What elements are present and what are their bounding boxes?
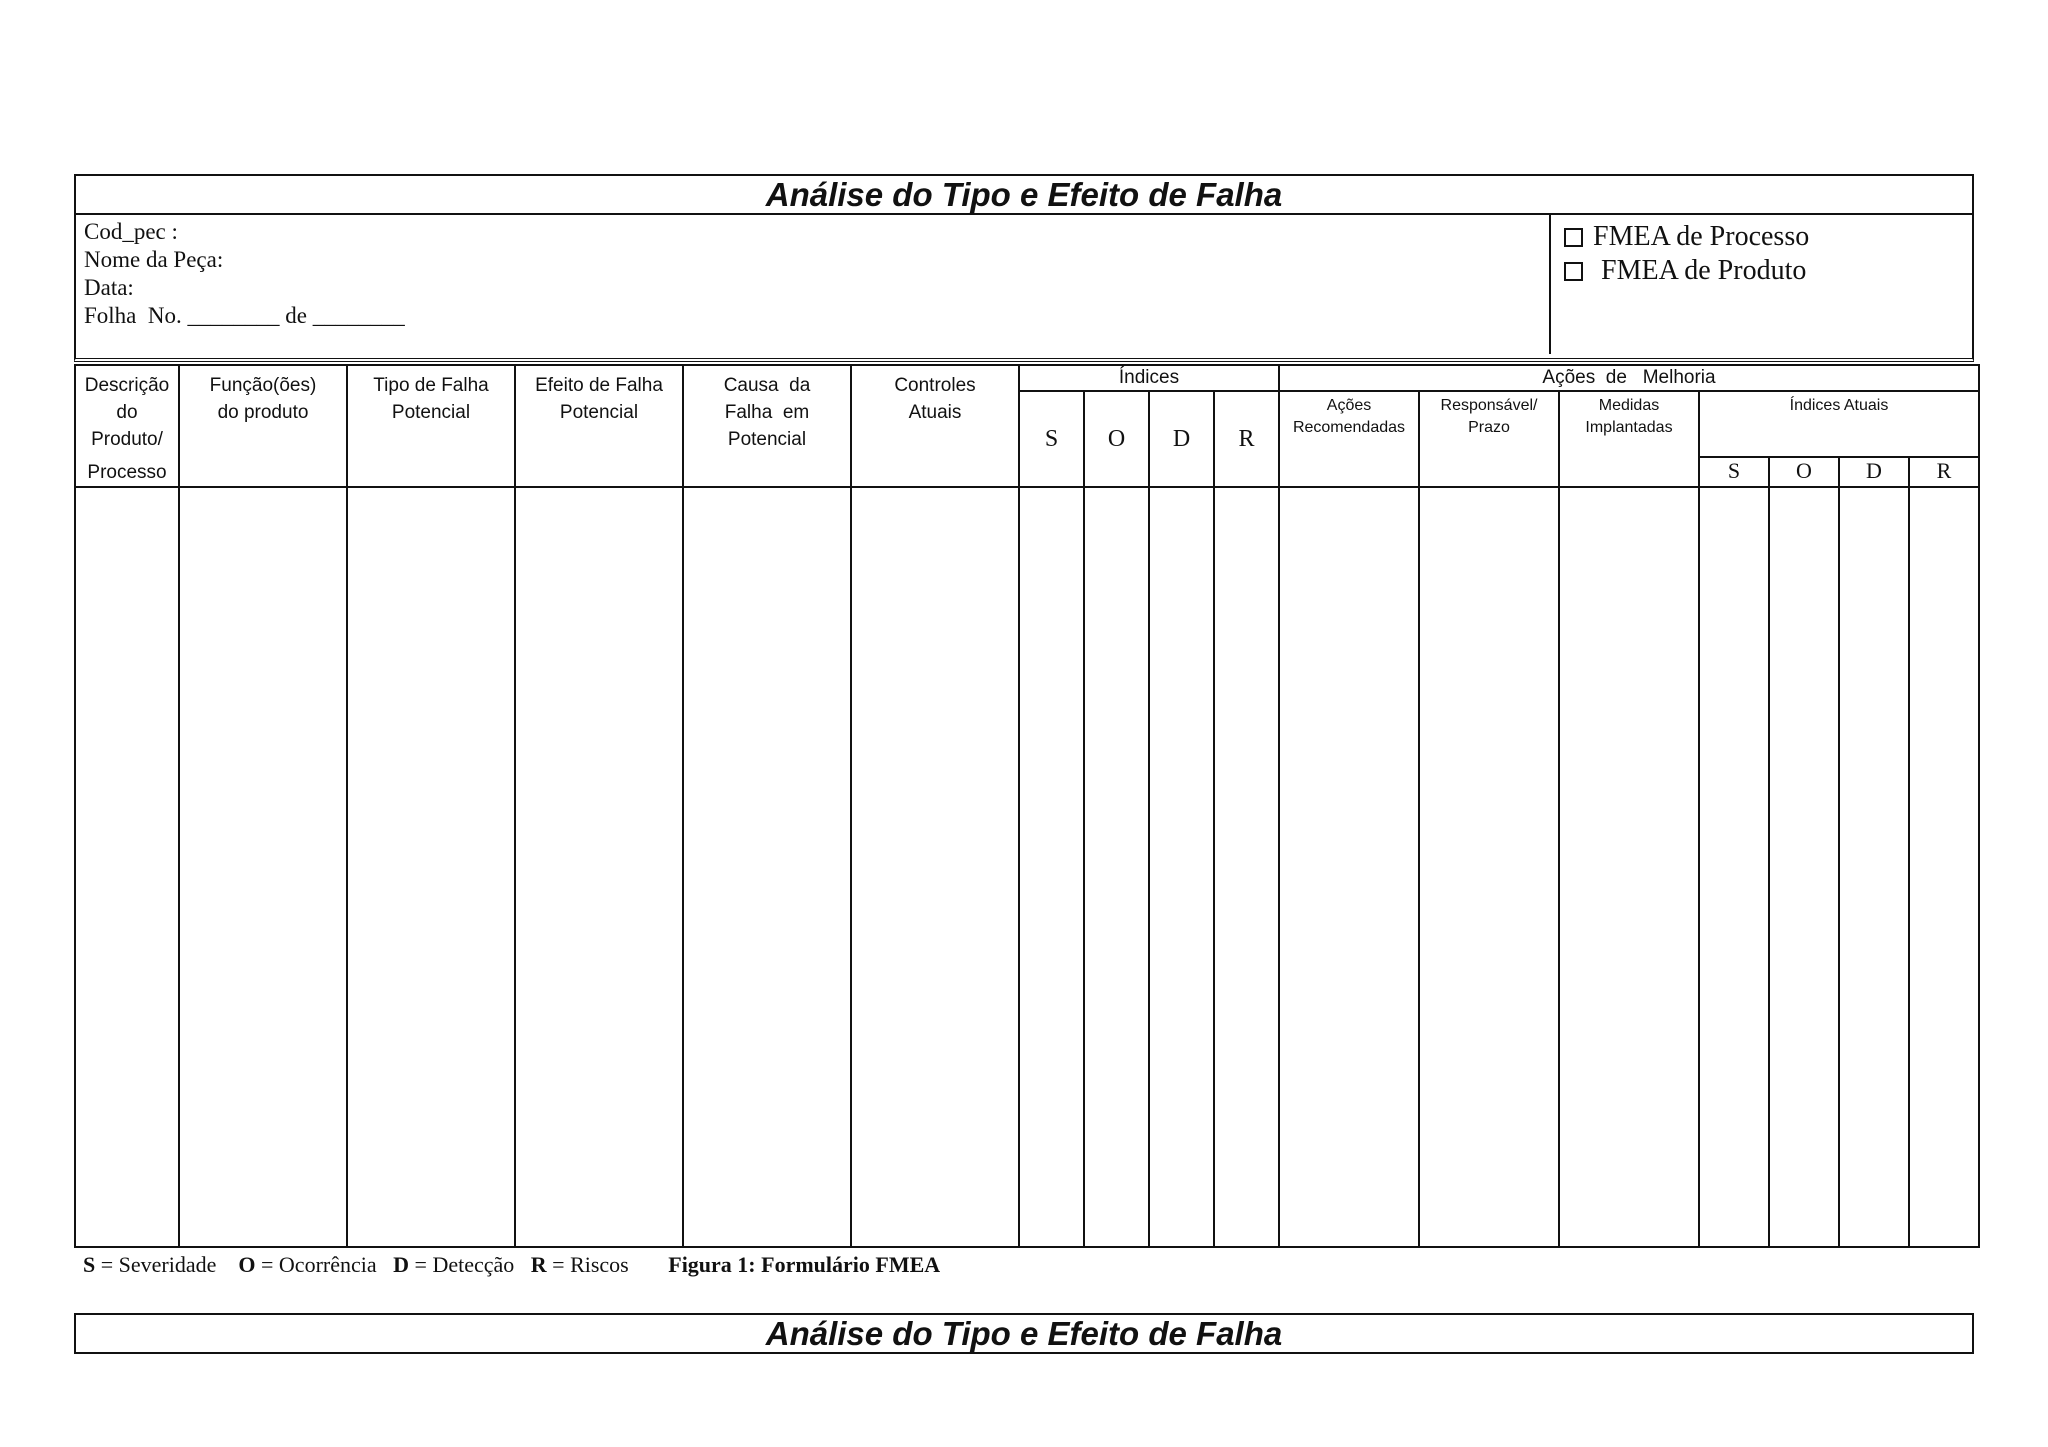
header-medidas-line1: Medidas — [1598, 397, 1660, 414]
option-fmea-processo[interactable] — [1564, 220, 1809, 254]
header-responsavel-line2: Prazo — [1468, 419, 1510, 436]
figure-caption: Figura 1: Formulário FMEA — [668, 1252, 941, 1277]
cell-efeito-falha[interactable] — [515, 487, 683, 1247]
header-indices: Índices — [1019, 365, 1279, 391]
legend-o-key: O — [238, 1252, 256, 1277]
fmea-table — [74, 364, 1980, 1248]
cell-indice-s[interactable] — [1019, 487, 1084, 1247]
legend-s-value: = Severidade — [95, 1252, 217, 1277]
cod-pec-field[interactable]: Cod_pec : — [84, 219, 178, 244]
header-tipo-falha-line1: Tipo de Falha — [373, 375, 489, 396]
cell-tipo-falha[interactable] — [347, 487, 515, 1247]
header-descricao-line3: Produto/ — [91, 429, 163, 450]
header-indice-r: R — [1214, 391, 1279, 487]
header-funcao — [179, 365, 347, 487]
cell-medidas[interactable] — [1559, 487, 1699, 1247]
header-controles — [851, 365, 1019, 487]
header-indice-s: S — [1019, 391, 1084, 487]
option-processo-label: FMEA de Processo — [1593, 221, 1810, 252]
fmea-type-options — [1564, 220, 1809, 288]
header-atual-s: S — [1699, 457, 1769, 487]
header-descricao-line4: Processo — [87, 462, 167, 483]
header-indice-o: O — [1084, 391, 1149, 487]
legend-d-value: = Detecção — [409, 1252, 515, 1277]
legend — [83, 1252, 940, 1278]
legend-o-value: = Ocorrência — [255, 1252, 377, 1277]
cell-atual-r[interactable] — [1909, 487, 1979, 1247]
header-efeito-falha — [515, 365, 683, 487]
header-atual-r: R — [1909, 457, 1979, 487]
header-descricao-line1: Descrição — [84, 375, 170, 396]
header-atual-o: O — [1769, 457, 1839, 487]
info-fields — [84, 218, 405, 330]
header-medidas — [1559, 391, 1699, 487]
header-acoes-recomendadas-line2: Recomendadas — [1292, 419, 1406, 436]
info-divider — [1549, 214, 1551, 354]
header-atual-d: D — [1839, 457, 1909, 487]
header-efeito-falha-line2: Potencial — [559, 402, 639, 423]
nome-peca-field[interactable]: Nome da Peça: — [84, 247, 224, 272]
form-title-repeat-text: Análise do Tipo e Efeito de Falha — [765, 1314, 1283, 1352]
header-acoes-recomendadas — [1279, 391, 1419, 487]
header-causa-falha-line2: Falha em — [724, 402, 810, 423]
header-responsavel — [1419, 391, 1559, 487]
form-title-text: Análise do Tipo e Efeito de Falha — [765, 175, 1283, 213]
cell-indice-r[interactable] — [1214, 487, 1279, 1247]
header-tipo-falha-line2: Potencial — [391, 402, 471, 423]
info-section — [74, 214, 1974, 362]
header-tipo-falha — [347, 365, 515, 487]
legend-d-key: D — [393, 1252, 410, 1277]
data-field[interactable]: Data: — [84, 275, 134, 300]
header-controles-line2: Atuais — [908, 402, 962, 423]
folha-field[interactable]: Folha No. ________ de ________ — [84, 303, 405, 328]
checkbox-processo[interactable] — [1564, 228, 1583, 247]
header-acoes-recomendadas-line1: Ações — [1326, 397, 1372, 414]
cell-descricao[interactable] — [75, 487, 179, 1247]
header-acoes-melhoria: Ações de Melhoria — [1279, 365, 1979, 391]
cell-controles[interactable] — [851, 487, 1019, 1247]
form-title-repeat — [74, 1313, 1974, 1354]
header-medidas-line2: Implantadas — [1585, 419, 1673, 436]
legend-r-value: = Riscos — [546, 1252, 629, 1277]
header-controles-line1: Controles — [894, 375, 976, 396]
header-descricao-line2: do — [116, 402, 138, 423]
cell-atual-d[interactable] — [1839, 487, 1909, 1247]
option-produto-label: FMEA de Produto — [1601, 255, 1807, 286]
table-body-row — [75, 487, 1979, 1247]
header-responsavel-line1: Responsável/ — [1440, 397, 1538, 414]
legend-r-key: R — [530, 1252, 547, 1277]
cell-atual-s[interactable] — [1699, 487, 1769, 1247]
cell-causa-falha[interactable] — [683, 487, 851, 1247]
cell-atual-o[interactable] — [1769, 487, 1839, 1247]
header-efeito-falha-line1: Efeito de Falha — [535, 375, 663, 396]
header-indices-atuais: Índices Atuais — [1699, 391, 1979, 457]
cell-responsavel[interactable] — [1419, 487, 1559, 1247]
cell-indice-d[interactable] — [1149, 487, 1214, 1247]
form-title — [74, 174, 1974, 215]
cell-indice-o[interactable] — [1084, 487, 1149, 1247]
header-descricao — [75, 365, 179, 487]
cell-acoes-recomendadas[interactable] — [1279, 487, 1419, 1247]
option-fmea-produto[interactable] — [1564, 254, 1809, 288]
header-causa-falha — [683, 365, 851, 487]
cell-funcao[interactable] — [179, 487, 347, 1247]
header-funcao-line2: do produto — [217, 402, 309, 423]
header-funcao-line1: Função(ões) — [209, 375, 317, 396]
checkbox-produto[interactable] — [1564, 262, 1583, 281]
header-causa-falha-line3: Potencial — [727, 429, 807, 450]
legend-s-key: S — [83, 1252, 96, 1277]
header-causa-falha-line1: Causa da — [723, 375, 811, 396]
header-indice-d: D — [1149, 391, 1214, 487]
